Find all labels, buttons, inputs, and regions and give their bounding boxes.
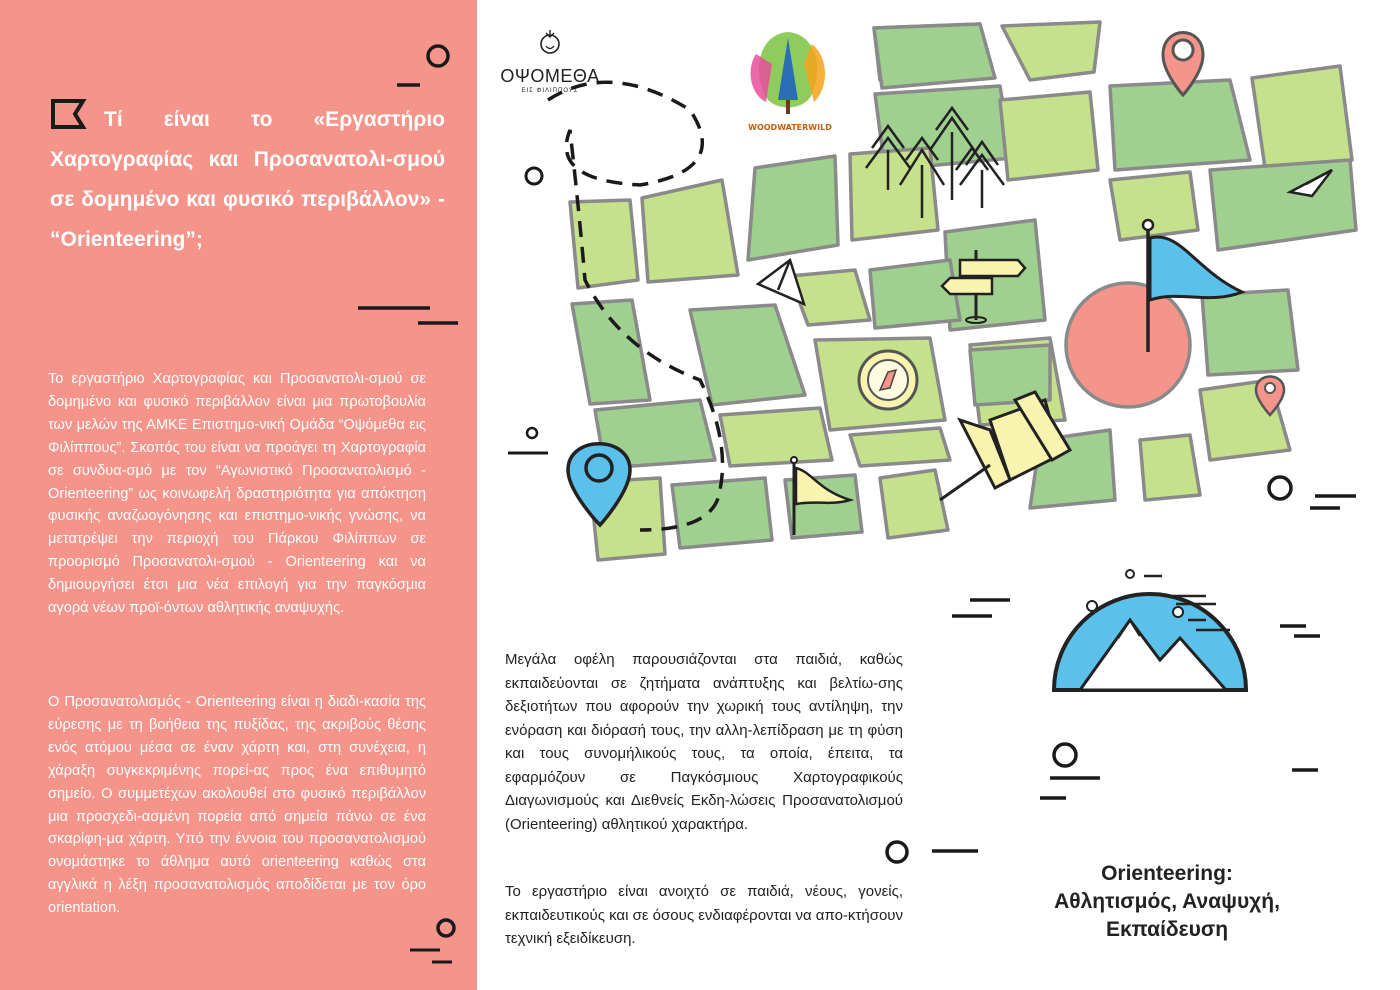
tagline-line-2: Αθλητισμός, Αναψυχή, [1054, 890, 1280, 913]
audience-paragraph: Το εργαστήριο είναι ανοιχτό σε παιδιά, νέους, γονείς, εκπαιδευτικούς και σε όσους ενδιαφέρονται να απο-κτήσουν τεχνική εξειδίκευση. [505, 883, 903, 947]
tagline [1022, 860, 1312, 944]
opsometha-logo-subtitle: ΕΙΣ ΦΙΛΙΠΠΟΥΣ [521, 88, 579, 94]
intro-paragraph: Το εργαστήριο Χαρτογραφίας και Προσανατολι-σμού σε δομημένο και φυσικό περιβάλλον είναι μια πρωτοβουλία των μελών της ΑΜΚΕ Επιστημο-νική Ομάδα “Οψόμεθα εις Φιλίππους”. Σκοπός του είναι να προάγει τη Χαρτογραφία σε συνδυα-σμό με τον “Αγωνιστικό Προσανατολισμό - Orienteering” ως κοινωφελή δραστηριότητα για απόκτηση φυσικής αναζωογόνησης και επιστημο-νικής γνώσης, να μετατρέψει την περιοχή του Πάρκου Φιλίππων σε προορισμό Προσανατολι-σμού - Orienteering και να δημιουργήσει έτσι μια νέα επιλογή για την παγκόσμια αγορά νέων προϊ-όντων αθλητικής αναψυχής. [48, 371, 426, 617]
page-title: Τί είναι το «Εργαστήριο Χαρτογραφίας και Προσανατολι-σμού σε δομημένο και φυσικό περιβάλλον» - “Orienteering”; [50, 108, 445, 251]
tagline-line-1: Orienteering: [1101, 862, 1233, 885]
compass-icon [859, 351, 917, 409]
decorative-lines [0, 0, 477, 990]
tagline-line-3: Εκπαίδευση [1105, 918, 1229, 941]
woodwaterwild-logo-name: WOODWATERWILD [748, 123, 832, 132]
definition-paragraph: Ο Προσανατολισμός - Orienteering είναι η διαδι-κασία της εύρεσης με τη βοήθεια της πυξίδας, της ακριβούς θέσης ενός ατόμου μέσα σε έναν χάρτη και, στη συνέχεια, η χάραξη συγκεκριμένης πορεί-ας προς ένα επιθυμητό σημείο. Ο συμμετέχων ακολουθεί στο φυσικό περιβάλλον μια προσχεδι-ασμένη πορεία από σημεία πάνω σε ένα σκαρίφη-μα χάρτη. Υπό την έννοια του προσανατολισμού ονομάστηκε το άθλημα αυτό orienteering καθώς στα αγγλικά η λέξη προσανατολισμός αποδίδεται με τον όρο orientation. [48, 694, 426, 917]
decorative-lines [880, 470, 1400, 890]
benefits-paragraph: Μεγάλα οφέλη παρουσιάζονται στα παιδιά, καθώς εκπαιδεύονται σε ζητήματα ανάπτυξης και βελτίω-σης δεξιοτήτων που αφορούν την χωρική τους αντίληψη, την ενόραση και διόρασή τους, την αλλη-λεπίδραση με τη φύση και τους συνομήλικούς τους, τα οποία, έπειτα, τα εφαρμόζουν σε Παγκόσμιους Χαρτογραφικούς Διαγωνισμούς και Διεθνείς Εκδη-λώσεις Προσανατολισμού (Orienteering) αθλητικού χαρακτήρα. [505, 651, 903, 833]
opsometha-logo-name: ΟΨΟΜΕΘΑ [500, 66, 600, 86]
